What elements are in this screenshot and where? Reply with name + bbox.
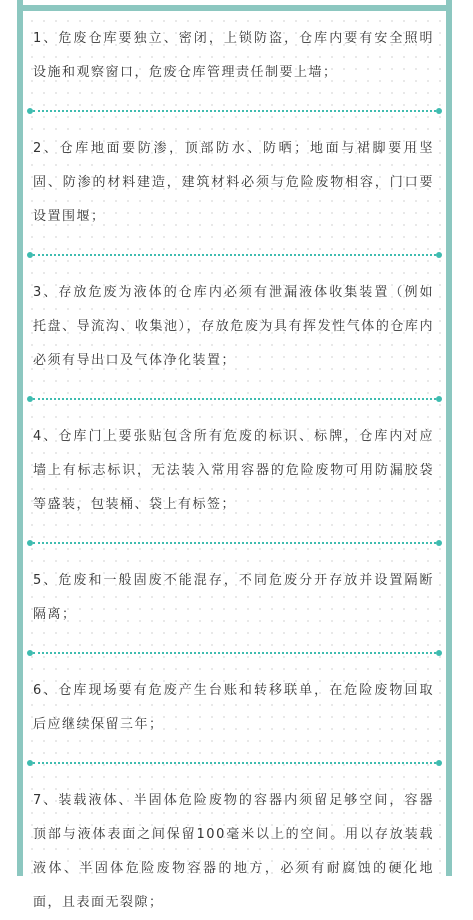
rule-text: 5、危废和一般固废不能混存，不同危废分开存放并设置隔断隔离； <box>33 573 434 622</box>
rule-item-4 <box>23 420 446 522</box>
rule-text: 4、仓库门上要张贴包含所有危废的标识、标牌，仓库内对应墙上有标志标识，无法装入常用容器的危险废物可用防漏胶袋等盛装，包装桶、袋上有标签； <box>33 429 434 512</box>
divider-dot-icon <box>436 108 442 114</box>
divider-line <box>33 762 436 764</box>
divider-dot-icon <box>436 650 442 656</box>
rule-item-7 <box>23 784 446 920</box>
divider-dot-icon <box>436 760 442 766</box>
dotted-divider <box>27 760 442 766</box>
dotted-divider <box>27 108 442 114</box>
rule-item-1 <box>23 22 446 90</box>
divider-line <box>33 254 436 256</box>
dotted-divider <box>27 540 442 546</box>
rule-text: 3、存放危废为液体的仓库内必须有泄漏液体收集装置（例如托盘、导流沟、收集池），存放危废为具有挥发性气体的仓库内必须有导出口及气体净化装置； <box>33 285 434 368</box>
rules-list <box>23 22 446 920</box>
divider-dot-icon <box>436 540 442 546</box>
rule-item-6 <box>23 674 446 742</box>
rule-text: 1、危废仓库要独立、密闭，上锁防盗，仓库内要有安全照明设施和观察窗口，危废仓库管理责任制要上墙； <box>33 31 434 80</box>
divider-line <box>33 542 436 544</box>
divider-line <box>33 652 436 654</box>
rule-item-2 <box>23 132 446 234</box>
dotted-divider <box>27 396 442 402</box>
dotted-divider <box>27 252 442 258</box>
divider-dot-icon <box>436 252 442 258</box>
top-border-bar <box>17 5 452 11</box>
rule-text: 2、仓库地面要防渗，顶部防水、防晒；地面与裙脚要用坚固、防渗的材料建造，建筑材料必须与危险废物相容，门口要设置围堰； <box>33 141 434 224</box>
dotted-divider <box>27 650 442 656</box>
rule-item-3 <box>23 276 446 378</box>
divider-line <box>33 398 436 400</box>
rule-text: 7、装载液体、半固体危险废物的容器内须留足够空间，容器顶部与液体表面之间保留100毫米以上的空间。用以存放装载液体、半固体危险废物容器的地方，必须有耐腐蚀的硬化地面，且表面无裂隙； <box>33 793 434 910</box>
rule-item-5 <box>23 564 446 632</box>
rule-text: 6、仓库现场要有危废产生台账和转移联单，在危险废物回取后应继续保留三年； <box>33 683 434 732</box>
divider-line <box>33 110 436 112</box>
divider-dot-icon <box>436 396 442 402</box>
